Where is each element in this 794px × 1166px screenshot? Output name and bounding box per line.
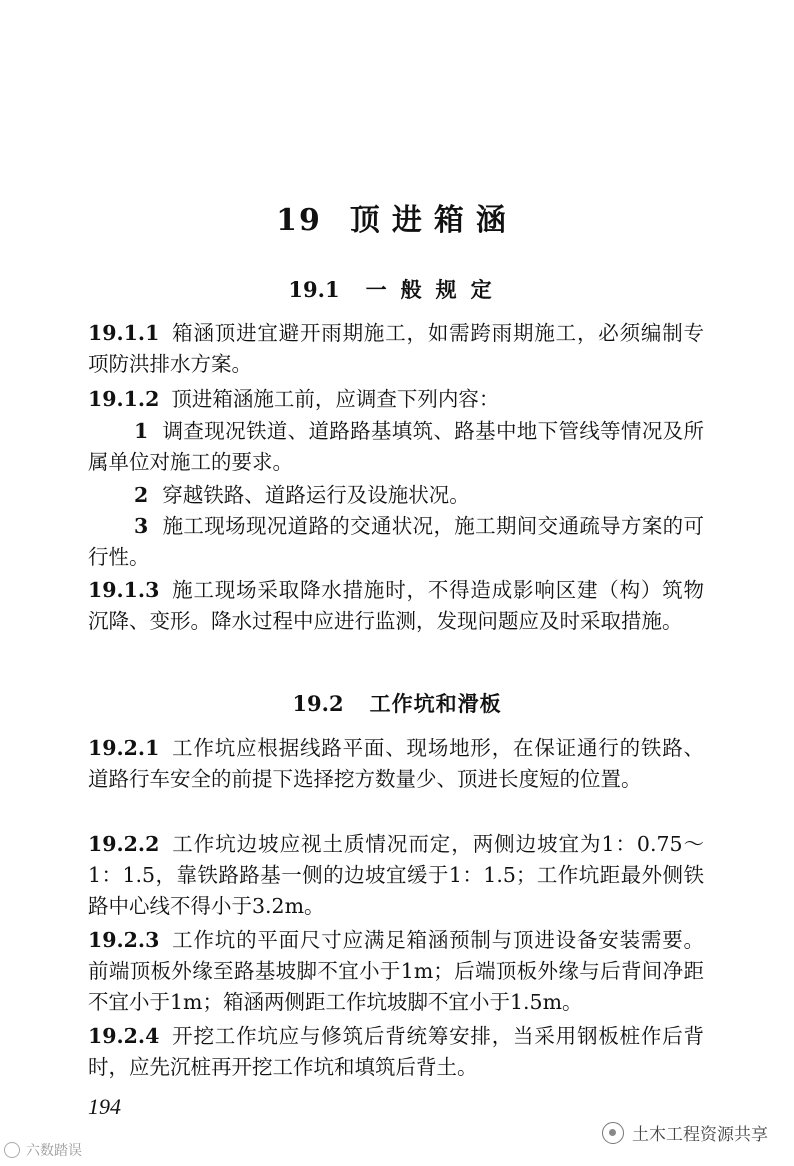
clause-number: 19.2.3 — [88, 928, 160, 952]
clause-number: 19.2.1 — [88, 736, 160, 760]
clause-number: 19.2.2 — [88, 832, 160, 856]
chapter-title — [0, 195, 794, 239]
clause-number: 19.1.2 — [88, 387, 160, 411]
item-number: 3 — [134, 514, 149, 538]
clause-text: 箱涵顶进宜避开雨期施工，如需跨雨期施工，必须编制专项防洪排水方案。 — [88, 321, 704, 376]
watermark-left — [4, 1140, 82, 1160]
logo-icon — [4, 1142, 20, 1158]
item-text: 施工现场现况道路的交通状况，施工期间交通疏导方案的可行性。 — [88, 514, 704, 569]
section-number: 19.2 — [292, 691, 344, 716]
clause-text: 开挖工作坑应与修筑后背统筹安排，当采用钢板桩作后背时，应先沉桩再开挖工作坑和填筑后背土。 — [88, 1024, 704, 1079]
watermark-right-text: 土木工程资源共享 — [632, 1125, 768, 1145]
watermark-left-text: 六数踏误 — [26, 1143, 82, 1159]
clause-19-2-3 — [88, 925, 704, 1018]
section-number: 19.1 — [288, 277, 340, 302]
chapter-number: 19 — [276, 203, 322, 238]
clause-number: 19.1.3 — [88, 578, 160, 602]
page-number: 194 — [88, 1094, 121, 1119]
clause-19-1-2 — [88, 384, 704, 415]
section-heading — [0, 274, 794, 304]
wechat-icon — [602, 1122, 624, 1144]
clause-number: 19.1.1 — [88, 321, 160, 345]
clause-19-2-1 — [88, 733, 704, 795]
clause-text: 工作坑边坡应视土质情况而定，两侧边坡宜为1：0.75～1：1.5，靠铁路路基一侧的边坡宜缓于1：1.5；工作坑距最外侧铁路中心线不得小于3.2m。 — [88, 832, 704, 918]
clause-text: 工作坑的平面尺寸应满足箱涵预制与顶进设备安装需要。前端顶板外缘至路基坡脚不宜小于1m；后端顶板外缘与后背间净距不宜小于1m；箱涵两侧距工作坑坡脚不宜小于1.5m。 — [88, 928, 704, 1014]
section-heading — [0, 688, 794, 718]
item-number: 2 — [134, 483, 149, 507]
clause-19-2-4 — [88, 1021, 704, 1083]
list-item — [88, 416, 704, 478]
clause-text: 顶进箱涵施工前，应调查下列内容： — [171, 387, 500, 411]
list-item — [88, 511, 704, 573]
watermark-right — [602, 1120, 768, 1145]
list-item — [88, 480, 704, 511]
clause-text: 工作坑应根据线路平面、现场地形，在保证通行的铁路、道路行车安全的前提下选择挖方数量少、顶进长度短的位置。 — [88, 736, 704, 791]
clause-19-1-1 — [88, 318, 704, 380]
clause-number: 19.2.4 — [88, 1024, 160, 1048]
section-title: 工作坑和滑板 — [369, 691, 502, 716]
item-text: 调查现况铁道、道路路基填筑、路基中地下管线等情况及所属单位对施工的要求。 — [88, 419, 704, 474]
item-text: 穿越铁路、道路运行及设施状况。 — [162, 483, 470, 507]
section-title: 一般规定 — [365, 277, 506, 302]
clause-19-2-2 — [88, 829, 704, 922]
chapter-title-text: 顶进箱涵 — [349, 203, 518, 238]
clause-19-1-3 — [88, 575, 704, 637]
item-number: 1 — [134, 419, 149, 443]
clause-text: 施工现场采取降水措施时，不得造成影响区建（构）筑物沉降、变形。降水过程中应进行监测，发现问题应及时采取措施。 — [88, 578, 704, 633]
